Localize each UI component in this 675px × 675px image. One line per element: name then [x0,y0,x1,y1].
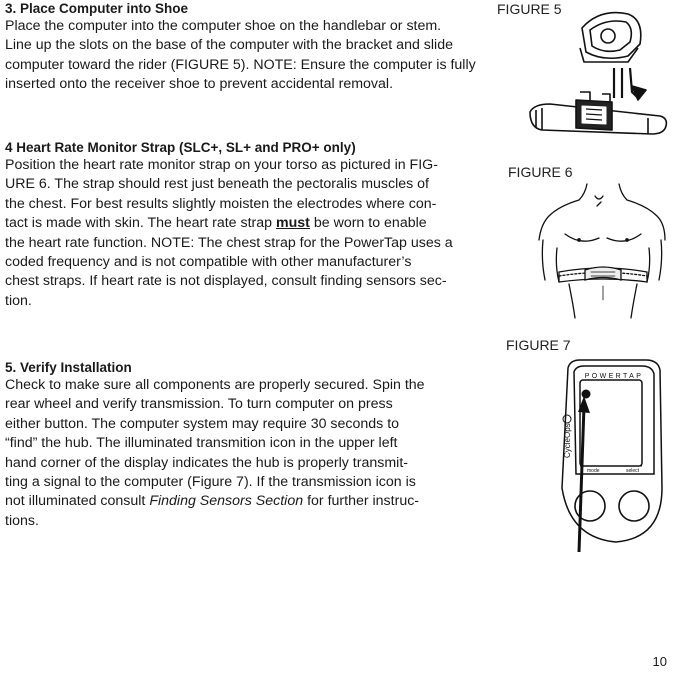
figure-6-illustration [535,180,670,320]
emphasis-must: must [276,215,310,232]
section-place-computer [5,0,525,95]
page-number: 10 [652,654,667,669]
figure-7-label: FIGURE 7 [506,337,571,353]
select-label: select [626,468,640,474]
mode-label: mode [587,468,600,474]
select-button[interactable] [619,491,649,521]
figure-5-illustration [520,0,670,145]
section-verify-installation [5,359,485,531]
figure-5-label: FIGURE 5 [497,1,562,17]
figure-6-label: FIGURE 6 [508,164,573,180]
section-heading: 5. Verify Installation [5,360,132,375]
section-body: Check to make sure all components are properly secured. Spin the rear wheel and verify transmission. To turn computer on press either button. The computer system may require 30 seconds to “find” the hub. The illuminated transmition icon in the upper left hand corner of the display indicates the hub is properly transmit- ting a signal to the computer (Figure 7). If the transmission icon is not illuminated consult Finding Sensors Section for further instruc- tions. [5,377,425,529]
section-heart-rate-strap [5,139,500,311]
section-heading: 3. Place Computer into Shoe [5,1,189,16]
side-brand-text: CycleOps [563,423,572,458]
figure-7-illustration [550,358,668,558]
emphasis-finding-sensors: Finding Sensors Section [149,493,304,510]
section-body: Position the heart rate monitor strap on your torso as pictured in FIG- URE 6. The strap should rest just beneath the pectoralis muscles of the chest. For best results slightly moisten the electrodes where con- tact is made with skin. The heart rate strap must be worn to enable the heart rate function. NOTE: The chest strap for the PowerTap uses a coded frequency and is not compatible with other manufacturer’s chest straps. If heart rate is not displayed, consult finding sensors sec- tion. [5,157,453,309]
section-body: Place the computer into the computer shoe on the handlebar or stem. Line up the slots on the base of the computer with the bracket and slide computer toward the rider (FIGURE 5). NOTE: Ensure the computer is fully inserted onto the receiver shoe to prevent accidental removal. [5,18,476,93]
section-heading: 4 Heart Rate Monitor Strap (SLC+, SL+ and PRO+ only) [5,140,356,155]
transmission-icon [582,390,591,399]
brand-text: POWERTAP [584,373,644,380]
